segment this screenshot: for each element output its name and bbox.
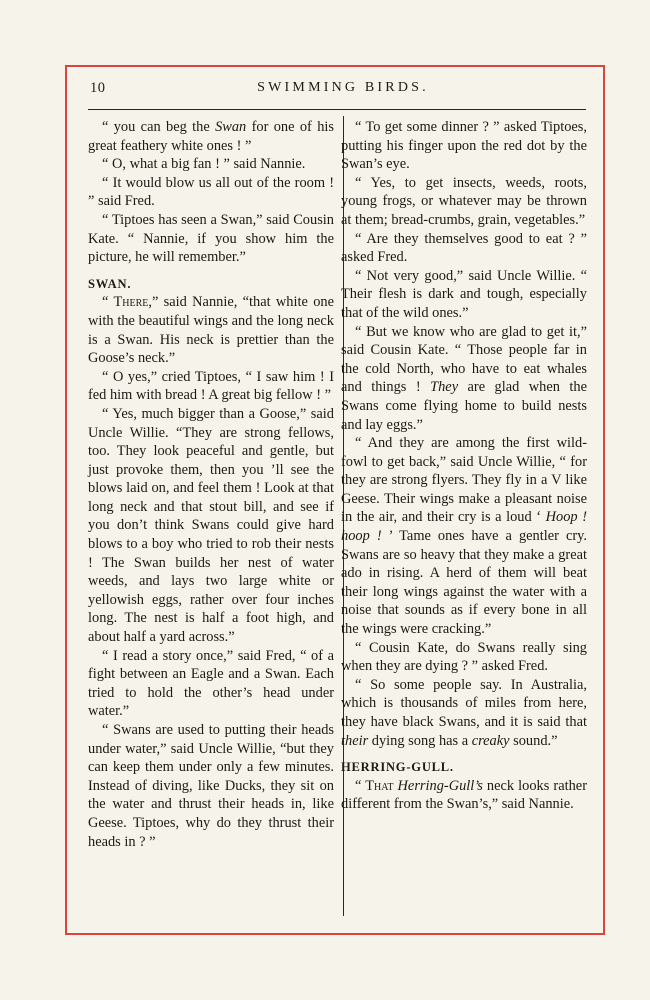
text-run: neck looks rather different from the Swan’s,” said Nannie.: [341, 777, 587, 813]
text-run: ’ Tame ones have a gentler cry. Swans are so heavy that they make a great ado in rising. A herd of them will beat their long wings against the water with a noise that sounds as if every bone in all the wings were cracking.”: [341, 528, 587, 638]
page-number: 10: [90, 80, 106, 96]
text-run: sound.”: [509, 732, 558, 749]
italic-text: Hoop ! hoop !: [341, 509, 587, 545]
italic-text: They: [430, 379, 459, 396]
italic-text: Herring-Gull’s: [393, 777, 483, 794]
header-rule: [88, 109, 586, 110]
paragraph: “ Not very good,” said Uncle Willie. “ Their flesh is dark and tough, especially that of the wild ones.”: [341, 267, 587, 321]
section-heading-herring-gull: HERRING-GULL.: [341, 760, 454, 775]
right-column: [341, 118, 587, 814]
text-run: for one of his great feathery white ones ! ”: [88, 119, 334, 154]
paragraph: [88, 293, 334, 367]
section-heading-swan: SWAN.: [88, 276, 132, 291]
text-run: are glad when the Swans come flying home to build nests and lay eggs.”: [341, 379, 587, 433]
paragraph: [341, 434, 587, 639]
paragraph: [341, 777, 587, 814]
left-column: [88, 118, 334, 851]
text-run: dying song has a: [368, 732, 472, 749]
paragraph: “ Yes, much bigger than a Goose,” said Uncle Willie. “They are strong fellows, too. They look peaceful and gentle, but just provoke them, then you ’ll see the blows laid on, and feel them ! Look at that long neck and that stout bill, and see if you don’t think Swans could give hard blows to a boy who tried to rob their nests ! The Swan builds her nest of water weeds, and lays two large white or yellowish eggs, rather over four inches long. The nest is half a foot high, and about half a yard across.”: [88, 405, 334, 646]
italic-text: Swan: [215, 119, 247, 135]
paragraph: [88, 118, 334, 155]
paragraph: [341, 323, 587, 435]
text-run: “ But we know who are glad to get it,” said Cousin Kate. “ Those people far in the cold North, who have to eat whales and things !: [341, 323, 587, 396]
page-header: [88, 80, 598, 100]
text-run: “ So some people say. In Australia, which is thousands of miles from here, they have black Swans, and it is said that: [341, 676, 587, 730]
paragraph: “ Tiptoes has seen a Swan,” said Cousin Kate. “ Nannie, if you show him the picture, he will remember.”: [88, 211, 334, 266]
paragraph: “ Are they themselves good to eat ? ” asked Fred.: [341, 230, 587, 266]
spacer: [341, 750, 587, 758]
paragraph: “ I read a story once,” said Fred, “ of a fight between an Eagle and a Swan. Each tried to hold the other’s head under water.”: [88, 647, 334, 720]
italic-text: their: [341, 732, 369, 749]
spacer: [88, 267, 334, 275]
paragraph: [341, 676, 587, 750]
paragraph: “ To get some dinner ? ” asked Tiptoes, putting his finger upon the red dot by the Swan’s eye.: [341, 119, 587, 173]
text-run: “ And they are among the first wild-fowl to get back,” said Uncle Willie, “ for they are strong flyers. They fly in a V like Geese. Their wings make a pleasant noise in the air, and their cry is a loud ‘: [341, 435, 587, 526]
italic-text: creaky: [471, 732, 510, 749]
text-run: “ you can beg the: [102, 119, 216, 135]
paragraph: “ Yes, to get insects, weeds, roots, young frogs, or whatever may be thrown at them; bread-crumbs, grain, vegetables.”: [341, 174, 587, 228]
small-caps-text: “ That: [355, 777, 394, 794]
paragraph: “ O yes,” cried Tiptoes, “ I saw him ! I fed him with bread ! A great big fellow ! ”: [88, 368, 334, 404]
small-caps-text: “ There,: [102, 294, 152, 311]
text-run: ” said Nannie, “that white one with the beautiful wings and the long neck is a Swan. His neck is prettier than the Goose’s neck.”: [88, 294, 334, 367]
paragraph: “ It would blow us all out of the room ! ” said Fred.: [88, 174, 334, 210]
paragraph: “ O, what a big fan ! ” said Nannie.: [102, 156, 306, 173]
paragraph: “ Swans are used to putting their heads under water,” said Uncle Willie, “but they can keep them under only a few minutes. Instead of diving, like Ducks, they sit on the water and thrust their heads in, like Geese. Tiptoes, why do they thrust their heads in ? ”: [88, 722, 334, 850]
running-title: SWIMMING BIRDS.: [257, 80, 429, 95]
paragraph: “ Cousin Kate, do Swans really sing when they are dying ? ” asked Fred.: [341, 639, 587, 675]
